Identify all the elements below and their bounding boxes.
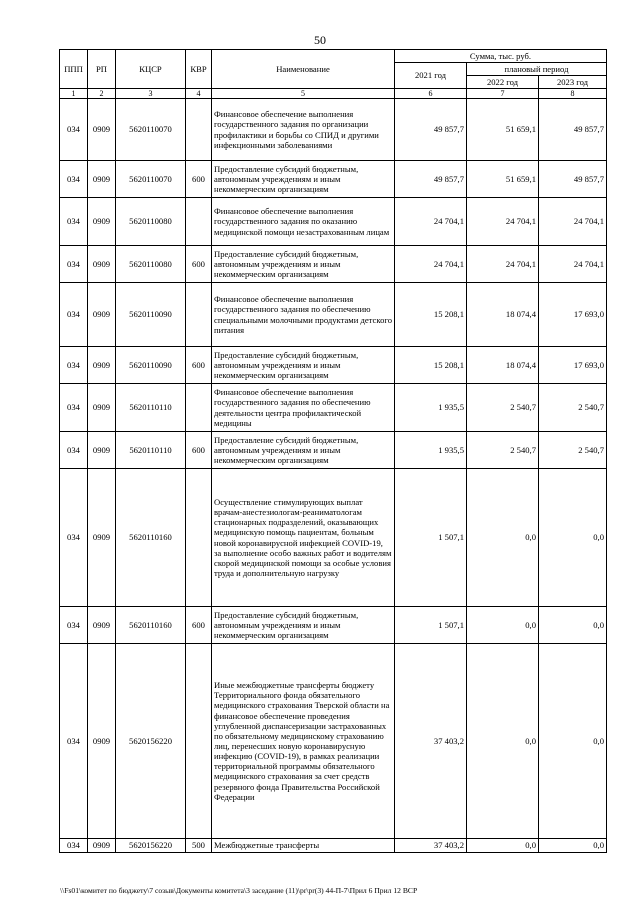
cell-kcsr: 5620110110 — [116, 384, 186, 432]
cell-ppp: 034 — [60, 607, 88, 644]
cell-kvr: 600 — [186, 432, 212, 469]
table-row — [60, 283, 607, 347]
cell-name: Финансовое обеспечение выполнения государственного задания по обеспечению специальными молочными продуктами детского питания — [212, 283, 395, 347]
cell-sum-2021: 15 208,1 — [395, 347, 467, 384]
cell-kcsr: 5620156220 — [116, 644, 186, 839]
cell-sum-2021: 49 857,7 — [395, 99, 467, 161]
header-year-2021: 2021 год — [395, 63, 467, 89]
cell-sum-2022: 24 704,1 — [467, 246, 539, 283]
cell-ppp: 034 — [60, 644, 88, 839]
cell-sum-2023: 0,0 — [539, 644, 607, 839]
cell-sum-2022: 0,0 — [467, 839, 539, 853]
cell-name: Предоставление субсидий бюджетным, автономным учреждениям и иным некоммерческим организациям — [212, 161, 395, 198]
cell-name: Финансовое обеспечение выполнения государственного задания по обеспечению деятельности центра профилактической медицины — [212, 384, 395, 432]
cell-sum-2021: 1 507,1 — [395, 469, 467, 607]
header-planned-period: плановый период — [467, 63, 607, 76]
cell-sum-2021: 37 403,2 — [395, 839, 467, 853]
cell-sum-2022: 24 704,1 — [467, 198, 539, 246]
column-number-row — [60, 89, 607, 99]
cell-rp: 0909 — [88, 644, 116, 839]
cell-sum-2021: 24 704,1 — [395, 246, 467, 283]
cell-name: Финансовое обеспечение выполнения государственного задания по организации профилактики и борьбы со СПИД и другими инфекционными заболеваниями — [212, 99, 395, 161]
column-number: 6 — [395, 89, 467, 99]
column-number: 8 — [539, 89, 607, 99]
cell-ppp: 034 — [60, 283, 88, 347]
table-row — [60, 644, 607, 839]
cell-kvr — [186, 644, 212, 839]
cell-sum-2022: 18 074,4 — [467, 347, 539, 384]
cell-ppp: 034 — [60, 432, 88, 469]
cell-rp: 0909 — [88, 246, 116, 283]
cell-sum-2023: 49 857,7 — [539, 99, 607, 161]
cell-sum-2022: 0,0 — [467, 469, 539, 607]
cell-sum-2023: 17 693,0 — [539, 347, 607, 384]
cell-kvr: 600 — [186, 246, 212, 283]
cell-sum-2022: 51 659,1 — [467, 99, 539, 161]
table-body — [60, 99, 607, 853]
table-row — [60, 469, 607, 607]
table-row — [60, 384, 607, 432]
cell-name: Финансовое обеспечение выполнения государственного задания по оказанию медицинской помощи незастрахованным лицам — [212, 198, 395, 246]
table-row — [60, 161, 607, 198]
cell-kvr: 600 — [186, 161, 212, 198]
cell-ppp: 034 — [60, 384, 88, 432]
cell-sum-2023: 24 704,1 — [539, 246, 607, 283]
table-row — [60, 607, 607, 644]
cell-sum-2022: 0,0 — [467, 644, 539, 839]
cell-kcsr: 5620110070 — [116, 99, 186, 161]
cell-sum-2022: 0,0 — [467, 607, 539, 644]
cell-sum-2023: 0,0 — [539, 469, 607, 607]
cell-rp: 0909 — [88, 161, 116, 198]
header-rp: РП — [88, 50, 116, 89]
cell-kcsr: 5620110160 — [116, 607, 186, 644]
cell-kcsr: 5620110080 — [116, 246, 186, 283]
header-year-2022: 2022 год — [467, 76, 539, 89]
column-number: 4 — [186, 89, 212, 99]
column-number: 7 — [467, 89, 539, 99]
cell-kcsr: 5620110160 — [116, 469, 186, 607]
column-number: 1 — [60, 89, 88, 99]
cell-kvr — [186, 99, 212, 161]
cell-sum-2021: 1 935,5 — [395, 384, 467, 432]
header-name: Наименование — [212, 50, 395, 89]
cell-sum-2022: 2 540,7 — [467, 384, 539, 432]
column-number: 2 — [88, 89, 116, 99]
cell-name: Предоставление субсидий бюджетным, автономным учреждениям и иным некоммерческим организациям — [212, 347, 395, 384]
column-number: 3 — [116, 89, 186, 99]
cell-rp: 0909 — [88, 198, 116, 246]
cell-ppp: 034 — [60, 161, 88, 198]
cell-kcsr: 5620110090 — [116, 347, 186, 384]
cell-kcsr: 5620110080 — [116, 198, 186, 246]
cell-ppp: 034 — [60, 198, 88, 246]
cell-sum-2021: 49 857,7 — [395, 161, 467, 198]
header-kvr: КВР — [186, 50, 212, 89]
table-row — [60, 246, 607, 283]
cell-name: Предоставление субсидий бюджетным, автономным учреждениям и иным некоммерческим организациям — [212, 246, 395, 283]
cell-ppp: 034 — [60, 99, 88, 161]
cell-rp: 0909 — [88, 384, 116, 432]
cell-kvr: 500 — [186, 839, 212, 853]
cell-sum-2023: 49 857,7 — [539, 161, 607, 198]
cell-kvr: 600 — [186, 347, 212, 384]
cell-name: Предоставление субсидий бюджетным, автономным учреждениям и иным некоммерческим организациям — [212, 432, 395, 469]
cell-kcsr: 5620156220 — [116, 839, 186, 853]
cell-sum-2023: 17 693,0 — [539, 283, 607, 347]
cell-sum-2022: 18 074,4 — [467, 283, 539, 347]
table-row — [60, 347, 607, 384]
cell-rp: 0909 — [88, 99, 116, 161]
cell-kvr: 600 — [186, 607, 212, 644]
file-path-footer: \\Fs01\комитет по бюджету\7 созыв\Документы комитета\3 заседание (11)\pr\pr(3) 44-П-7\Прил 6 Прил 12 ВСР — [60, 886, 418, 895]
header-ppp: ППП — [60, 50, 88, 89]
cell-sum-2021: 37 403,2 — [395, 644, 467, 839]
cell-sum-2021: 1 935,5 — [395, 432, 467, 469]
cell-sum-2022: 2 540,7 — [467, 432, 539, 469]
table-row — [60, 99, 607, 161]
cell-sum-2021: 24 704,1 — [395, 198, 467, 246]
cell-sum-2022: 51 659,1 — [467, 161, 539, 198]
cell-sum-2023: 0,0 — [539, 839, 607, 853]
header-sum-group: Сумма, тыс. руб. — [395, 50, 607, 63]
table-row — [60, 432, 607, 469]
cell-ppp: 034 — [60, 246, 88, 283]
cell-name: Предоставление субсидий бюджетным, автономным учреждениям и иным некоммерческим организациям — [212, 607, 395, 644]
cell-sum-2021: 15 208,1 — [395, 283, 467, 347]
cell-kcsr: 5620110090 — [116, 283, 186, 347]
cell-sum-2023: 0,0 — [539, 607, 607, 644]
cell-sum-2023: 2 540,7 — [539, 432, 607, 469]
cell-rp: 0909 — [88, 469, 116, 607]
cell-name: Межбюджетные трансферты — [212, 839, 395, 853]
cell-kvr — [186, 283, 212, 347]
cell-sum-2023: 24 704,1 — [539, 198, 607, 246]
cell-ppp: 034 — [60, 839, 88, 853]
cell-rp: 0909 — [88, 607, 116, 644]
table-row — [60, 839, 607, 853]
table-row — [60, 198, 607, 246]
header-year-2023: 2023 год — [539, 76, 607, 89]
cell-kvr — [186, 384, 212, 432]
cell-sum-2021: 1 507,1 — [395, 607, 467, 644]
cell-kvr — [186, 469, 212, 607]
column-number: 5 — [212, 89, 395, 99]
table-header — [60, 50, 607, 99]
cell-rp: 0909 — [88, 432, 116, 469]
header-kcsr: КЦСР — [116, 50, 186, 89]
cell-ppp: 034 — [60, 347, 88, 384]
cell-rp: 0909 — [88, 283, 116, 347]
cell-kcsr: 5620110110 — [116, 432, 186, 469]
cell-rp: 0909 — [88, 839, 116, 853]
cell-ppp: 034 — [60, 469, 88, 607]
cell-rp: 0909 — [88, 347, 116, 384]
cell-sum-2023: 2 540,7 — [539, 384, 607, 432]
cell-kcsr: 5620110070 — [116, 161, 186, 198]
cell-name: Осуществление стимулирующих выплат врачам-анестезиологам-реаниматологам стационарных подразделений, оказывающих медицинскую помощь пациентам, больным новой коронавирусной инфекцией COVID-19, за выполнение особо важных работ и водителям скорой медицинской помощи за особые условия труда и дополнительную нагрузку — [212, 469, 395, 607]
cell-kvr — [186, 198, 212, 246]
cell-name: Иные межбюджетные трансферты бюджету Территориального фонда обязательного медицинского страхования Тверской области на финансовое обеспечение проведения углубленной диспансеризации застрахованных по обязательному медицинскому страхованию лиц, перенесших новую коронавирусную инфекцию (COVID-19), в рамках реализации территориальной программы обязательного медицинского страхования за счет средств резервного фонда Правительства Российской Федерации — [212, 644, 395, 839]
budget-table — [59, 49, 607, 853]
page-number: 50 — [314, 33, 326, 47]
